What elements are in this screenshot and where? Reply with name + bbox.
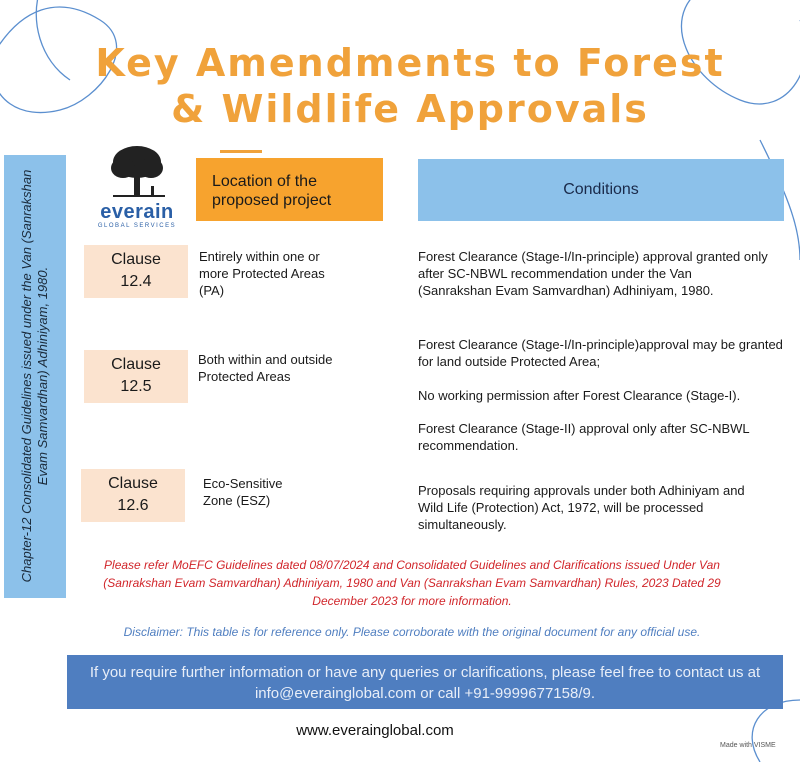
contact-text: If you require further information or have any queries or clarifications, please feel free to contact us at info@everainglobal.com or call +91-9999677158/9.: [89, 664, 761, 702]
clause-number: 12.4: [120, 273, 152, 290]
made-with-badge: Made with VISME: [720, 742, 776, 749]
row-location: Both within and outside Protected Areas: [198, 352, 333, 384]
clause-number: 12.5: [120, 378, 152, 395]
row-condition: No working permission after Forest Clearance (Stage-I).: [418, 388, 741, 403]
logo-wordmark: everain: [100, 201, 174, 223]
clause-label: Clause: [111, 356, 161, 373]
logo-subtitle: GLOBAL SERVICES: [97, 223, 177, 229]
clause-number: 12.6: [117, 497, 149, 514]
page-title: Key Amendments to Forest & Wildlife Approvals: [95, 41, 725, 131]
row-location: Eco-Sensitive Zone (ESZ): [203, 476, 283, 508]
row-condition: Forest Clearance (Stage-I/In-principle) approval granted only after SC-NBWL recommendation under the Van (Sanrakshan Evam Samvardhan) Adhiniyam, 1980.: [418, 249, 768, 298]
clause-label: Clause: [108, 475, 158, 492]
website-link[interactable]: www.everainglobal.com: [296, 722, 454, 739]
side-label: Chapter-12 Consolidated Guidelines issued under the Van (Sanrakshan Evam Samvardhan) Adhiniyam, 1980.: [19, 169, 50, 583]
title-underline: [220, 150, 262, 153]
clause-box-12-6: [81, 469, 185, 522]
disclaimer: Disclaimer: This table is for reference only. Please corroborate with the original document for any official use.: [123, 625, 701, 639]
clause-box-12-5: [84, 350, 188, 403]
contact-band: [67, 655, 783, 709]
reference-note: Please refer MoEFC Guidelines dated 08/07/2024 and Consolidated Guidelines and Clarifications issued Under Van (Sanrakshan Evam Samvardhan) Adhiniyam, 1980 and Van (Sanrakshan Evam Samvardhan) Rules, 2023 Dated 29 December 2023 for more information.: [103, 558, 721, 608]
header-location: Location of the proposed project: [196, 158, 383, 221]
row-condition: Forest Clearance (Stage-I/In-principle)approval may be granted for land outside Protected Area;: [418, 337, 783, 369]
row-condition: Proposals requiring approvals under both Adhiniyam and Wild Life (Protection) Act, 1972, will be processed simultaneously.: [418, 483, 745, 532]
clause-label: Clause: [111, 251, 161, 268]
row-condition: Forest Clearance (Stage-II) approval only after SC-NBWL recommendation.: [418, 421, 750, 453]
clause-box-12-4: [84, 245, 188, 298]
header-conditions: Conditions: [418, 159, 784, 221]
row-location: Entirely within one or more Protected Areas (PA): [199, 249, 325, 298]
